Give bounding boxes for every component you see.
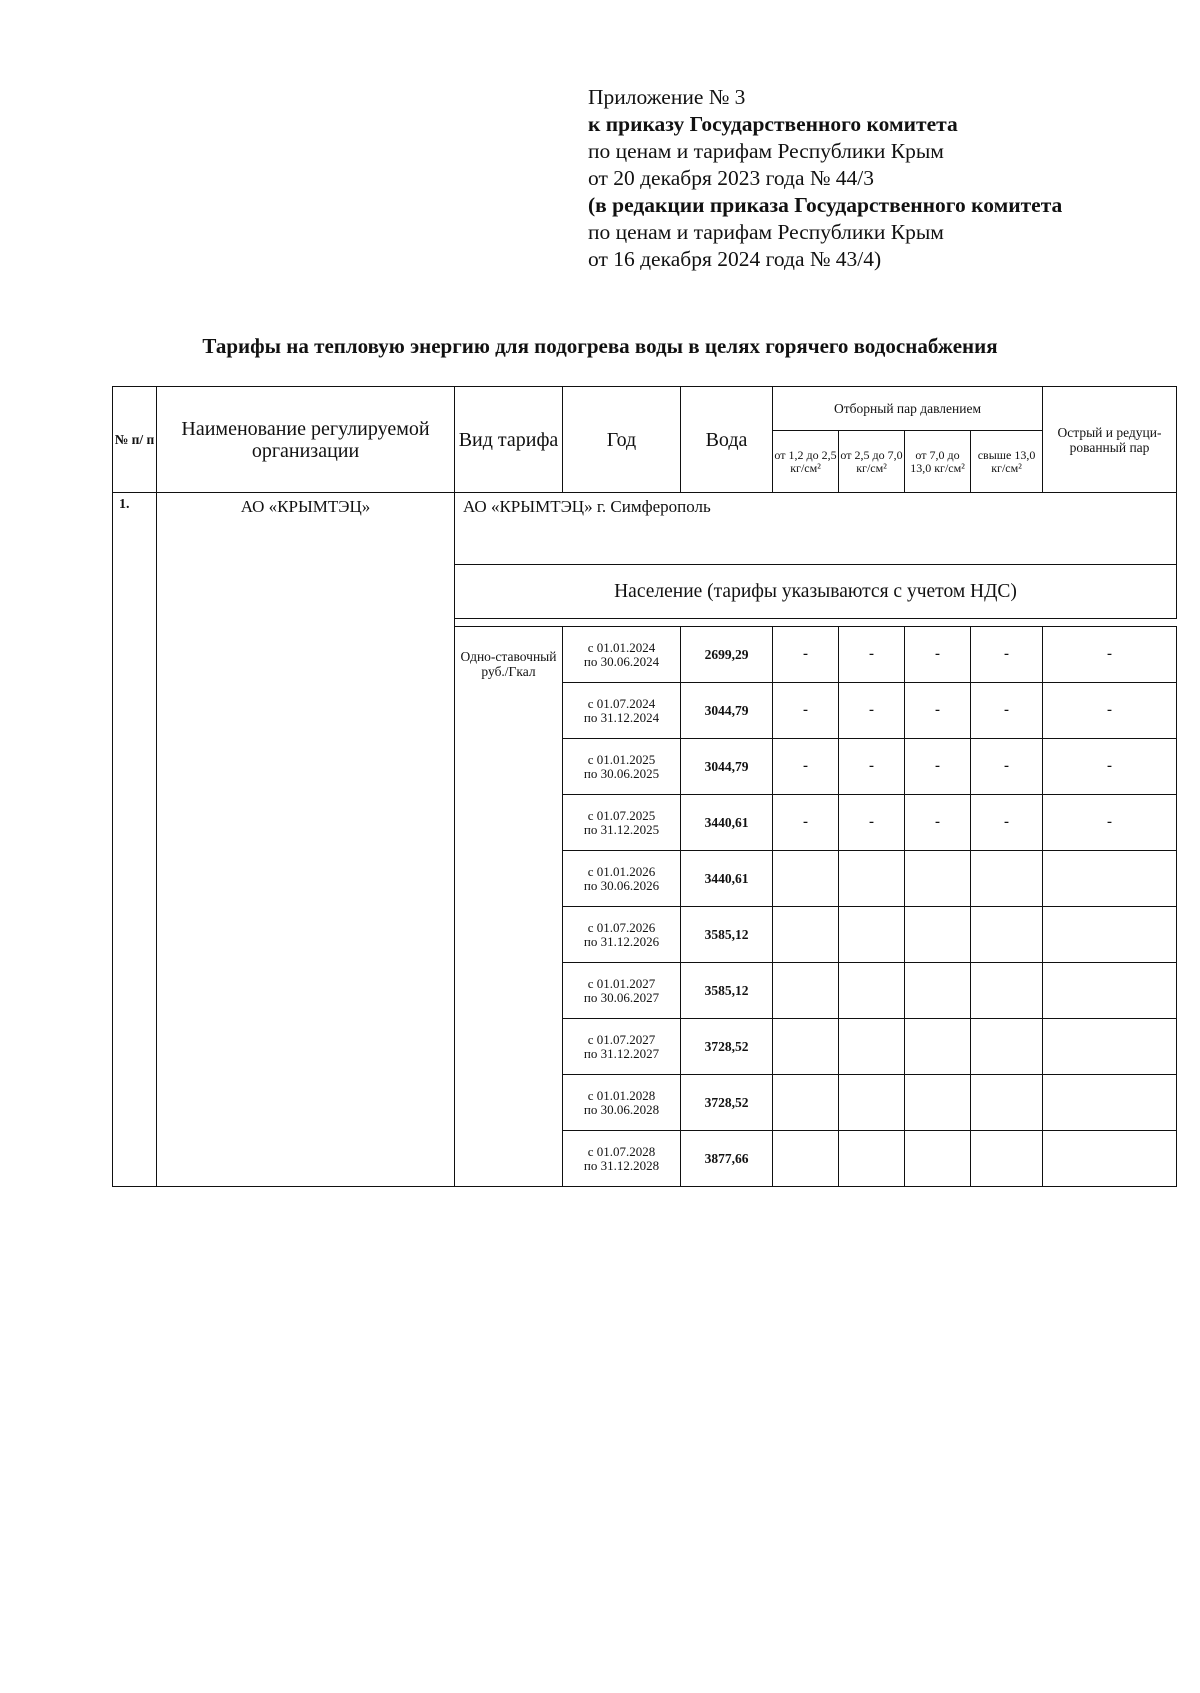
steam-value bbox=[773, 1131, 839, 1187]
steam-value bbox=[839, 907, 905, 963]
appendix-line: от 20 декабря 2023 года № 44/3 bbox=[588, 166, 874, 190]
appendix-line: (в редакции приказа Государственного комитета bbox=[588, 193, 1063, 217]
steam-value: - bbox=[839, 795, 905, 851]
sharp-steam-value bbox=[1043, 963, 1177, 1019]
steam-value bbox=[971, 1019, 1043, 1075]
period-from: с 01.07.2026 bbox=[587, 919, 656, 935]
steam-value bbox=[971, 1131, 1043, 1187]
steam-value bbox=[905, 1075, 971, 1131]
steam-value: - bbox=[839, 627, 905, 683]
steam-value bbox=[773, 851, 839, 907]
organization-location: АО «КРЫМТЭЦ» г. Симферополь bbox=[455, 493, 1177, 565]
steam-value bbox=[773, 907, 839, 963]
steam-value bbox=[971, 1075, 1043, 1131]
sharp-steam-value: - bbox=[1043, 627, 1177, 683]
header-org: Наименование регулируемой организации bbox=[157, 387, 455, 493]
appendix-line: по ценам и тарифам Республики Крым bbox=[588, 220, 944, 244]
population-label: Население (тарифы указываются с учетом НДС) bbox=[455, 565, 1177, 619]
header-year: Год bbox=[563, 387, 681, 493]
period-to: по 31.12.2025 bbox=[583, 821, 660, 837]
steam-value: - bbox=[971, 627, 1043, 683]
header-steam-1: от 1,2 до 2,5 кг/см² bbox=[773, 431, 839, 493]
period-to: по 31.12.2024 bbox=[583, 709, 660, 725]
steam-value bbox=[839, 851, 905, 907]
steam-value bbox=[971, 907, 1043, 963]
spacer bbox=[455, 619, 1177, 627]
period-cell bbox=[563, 851, 681, 907]
sharp-steam-value: - bbox=[1043, 739, 1177, 795]
steam-value bbox=[839, 1131, 905, 1187]
tariff-table bbox=[112, 386, 1177, 1187]
header-steam-2: от 2,5 до 7,0 кг/см² bbox=[839, 431, 905, 493]
steam-value: - bbox=[905, 739, 971, 795]
page-title: Тарифы на тепловую энергию для подогрева воды в целях горячего водоснабжения bbox=[202, 334, 998, 358]
sharp-steam-value bbox=[1043, 851, 1177, 907]
period-from: с 01.01.2026 bbox=[587, 863, 656, 879]
steam-value: - bbox=[971, 683, 1043, 739]
header-water: Вода bbox=[681, 387, 773, 493]
steam-value: - bbox=[905, 795, 971, 851]
period-cell bbox=[563, 907, 681, 963]
period-cell bbox=[563, 1075, 681, 1131]
water-value: 3440,61 bbox=[681, 795, 773, 851]
period-to: по 30.06.2027 bbox=[583, 989, 660, 1005]
sharp-steam-value bbox=[1043, 1019, 1177, 1075]
period-cell bbox=[563, 1131, 681, 1187]
period-from: с 01.01.2028 bbox=[587, 1087, 656, 1103]
water-value: 3728,52 bbox=[681, 1075, 773, 1131]
period-from: с 01.07.2025 bbox=[587, 807, 656, 823]
period-from: с 01.07.2028 bbox=[587, 1143, 656, 1159]
period-from: с 01.01.2025 bbox=[587, 751, 656, 767]
header-steam-3: от 7,0 до 13,0 кг/см² bbox=[905, 431, 971, 493]
steam-value: - bbox=[773, 627, 839, 683]
sharp-steam-value bbox=[1043, 1131, 1177, 1187]
header-steam-group: Отборный пар давлением bbox=[773, 387, 1043, 431]
appendix-block bbox=[588, 84, 1062, 273]
steam-value bbox=[839, 963, 905, 1019]
organization-name: АО «КРЫМТЭЦ» bbox=[157, 493, 455, 1187]
period-to: по 31.12.2028 bbox=[583, 1157, 660, 1173]
water-value: 3440,61 bbox=[681, 851, 773, 907]
appendix-line: Приложение № 3 bbox=[588, 85, 746, 109]
period-from: с 01.07.2024 bbox=[587, 695, 656, 711]
steam-value: - bbox=[773, 795, 839, 851]
period-cell bbox=[563, 1019, 681, 1075]
water-value: 3044,79 bbox=[681, 739, 773, 795]
steam-value bbox=[905, 963, 971, 1019]
period-cell bbox=[563, 795, 681, 851]
steam-value: - bbox=[839, 683, 905, 739]
steam-value: - bbox=[905, 683, 971, 739]
sharp-steam-value: - bbox=[1043, 795, 1177, 851]
period-from: с 01.07.2027 bbox=[587, 1031, 656, 1047]
steam-value bbox=[971, 851, 1043, 907]
steam-value bbox=[905, 851, 971, 907]
period-to: по 31.12.2026 bbox=[583, 933, 660, 949]
steam-value bbox=[905, 907, 971, 963]
steam-value bbox=[839, 1075, 905, 1131]
appendix-line: от 16 декабря 2024 года № 43/4) bbox=[588, 247, 882, 271]
sharp-steam-value bbox=[1043, 907, 1177, 963]
period-from: с 01.01.2024 bbox=[587, 639, 656, 655]
row-number: 1. bbox=[113, 493, 157, 1187]
period-cell bbox=[563, 739, 681, 795]
water-value: 3877,66 bbox=[681, 1131, 773, 1187]
period-to: по 31.12.2027 bbox=[583, 1045, 660, 1061]
steam-value bbox=[773, 963, 839, 1019]
steam-value: - bbox=[971, 739, 1043, 795]
steam-value bbox=[905, 1131, 971, 1187]
period-to: по 30.06.2025 bbox=[583, 765, 660, 781]
period-from: с 01.01.2027 bbox=[587, 975, 656, 991]
steam-value bbox=[905, 1019, 971, 1075]
period-cell bbox=[563, 963, 681, 1019]
steam-value: - bbox=[905, 627, 971, 683]
period-cell bbox=[563, 627, 681, 683]
header-kind: Вид тарифа bbox=[455, 387, 563, 493]
water-value: 3728,52 bbox=[681, 1019, 773, 1075]
appendix-line: к приказу Государственного комитета bbox=[588, 112, 958, 136]
steam-value: - bbox=[773, 739, 839, 795]
steam-value: - bbox=[773, 683, 839, 739]
header-steam-4: свыше 13,0 кг/см² bbox=[971, 431, 1043, 493]
header-num: № п/ п bbox=[113, 387, 157, 493]
sharp-steam-value: - bbox=[1043, 683, 1177, 739]
tariff-kind: Одно-ставочный руб./Гкал bbox=[455, 627, 563, 1187]
water-value: 3044,79 bbox=[681, 683, 773, 739]
water-value: 3585,12 bbox=[681, 907, 773, 963]
steam-value: - bbox=[839, 739, 905, 795]
water-value: 2699,29 bbox=[681, 627, 773, 683]
steam-value bbox=[839, 1019, 905, 1075]
sharp-steam-value bbox=[1043, 1075, 1177, 1131]
period-to: по 30.06.2026 bbox=[583, 877, 660, 893]
period-to: по 30.06.2028 bbox=[583, 1101, 660, 1117]
period-to: по 30.06.2024 bbox=[583, 653, 660, 669]
appendix-line: по ценам и тарифам Республики Крым bbox=[588, 139, 944, 163]
water-value: 3585,12 bbox=[681, 963, 773, 1019]
period-cell bbox=[563, 683, 681, 739]
steam-value bbox=[773, 1075, 839, 1131]
steam-value bbox=[773, 1019, 839, 1075]
steam-value bbox=[971, 963, 1043, 1019]
header-sharp-steam: Острый и редуци-рованный пар bbox=[1043, 387, 1177, 493]
steam-value: - bbox=[971, 795, 1043, 851]
